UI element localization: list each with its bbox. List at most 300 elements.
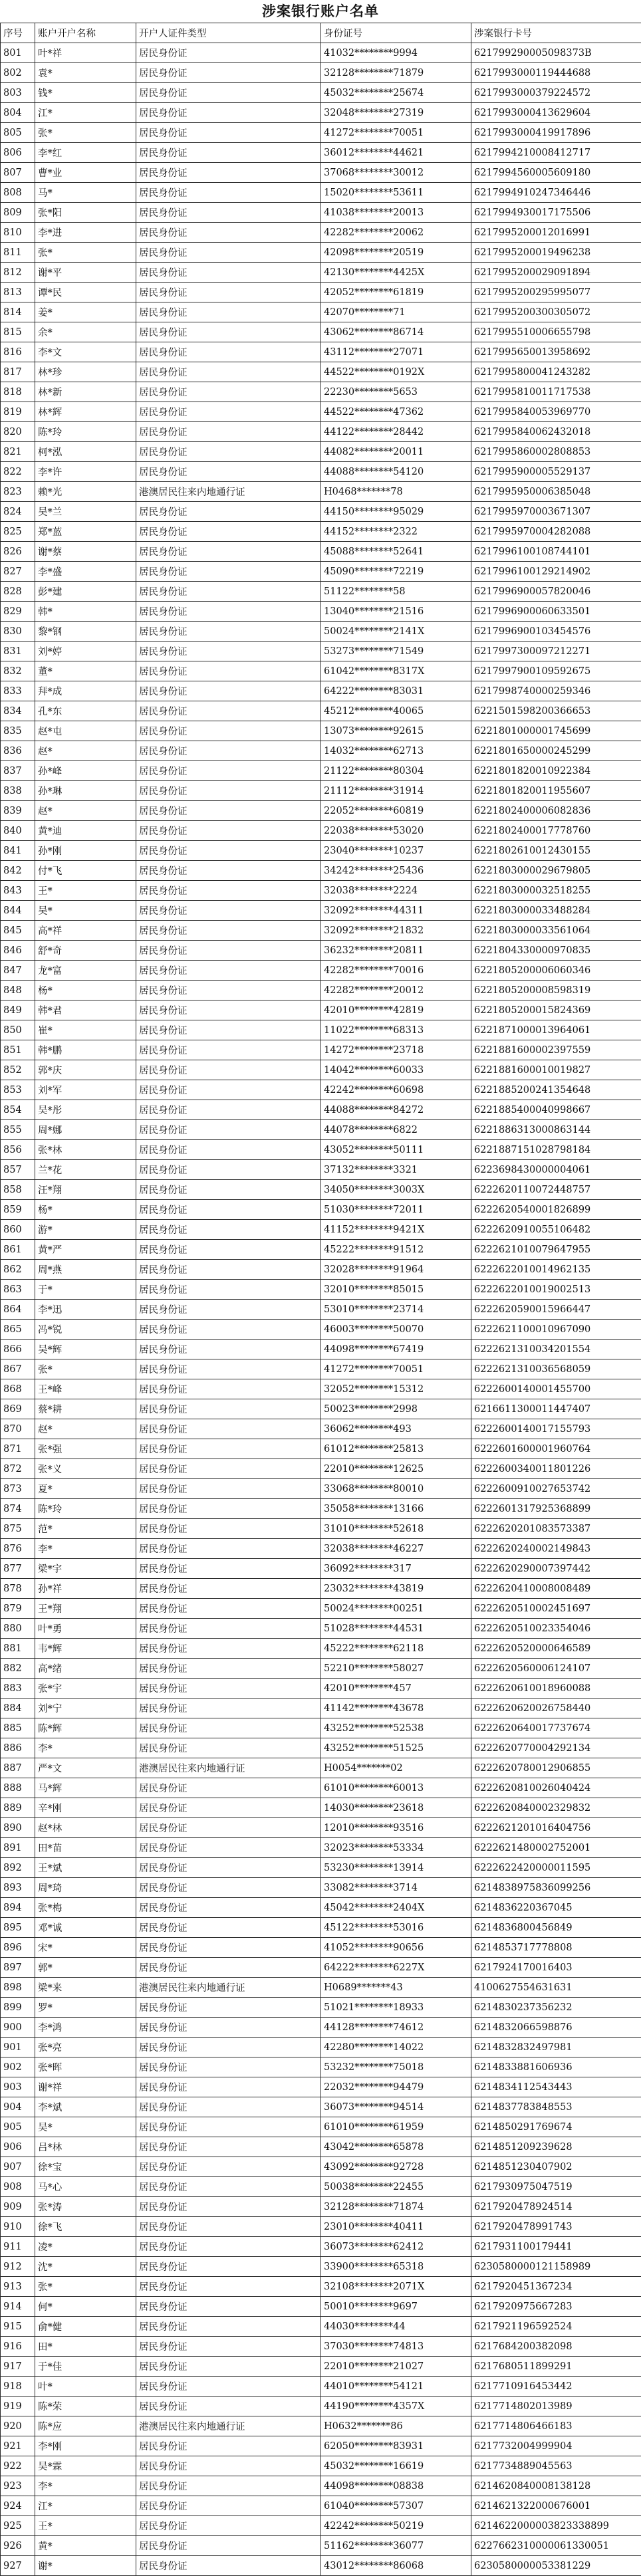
cell-card-number: 6217995840062432018 [471, 422, 641, 442]
cell-account-name: 梁*来 [35, 1978, 136, 1998]
cell-id-number: 50010********9697 [321, 2297, 471, 2317]
table-row [1, 1559, 641, 1579]
cell-seq: 855 [1, 1120, 35, 1140]
cell-seq: 827 [1, 562, 35, 582]
cell-seq: 900 [1, 2018, 35, 2038]
cell-id-number: 42052********61819 [321, 283, 471, 302]
cell-id-number: 35058********13166 [321, 1499, 471, 1519]
table-row [1, 1320, 641, 1340]
cell-card-number: 6222621201016404756 [471, 1818, 641, 1838]
table-row [1, 183, 641, 203]
cell-id-number: 32010********85015 [321, 1280, 471, 1300]
cell-id-number: 22032********94479 [321, 2077, 471, 2097]
table-row [1, 203, 641, 223]
cell-id-number: 45032********25674 [321, 83, 471, 103]
cell-account-name: 曹*业 [35, 163, 136, 183]
cell-card-number: 6214833881606936 [471, 2057, 641, 2077]
cell-id-number: 61012********25813 [321, 1439, 471, 1459]
cell-account-name: 吴* [35, 901, 136, 921]
cell-seq: 879 [1, 1599, 35, 1619]
cell-account-name: 孙*刚 [35, 841, 136, 861]
cell-seq: 809 [1, 203, 35, 223]
cell-seq: 866 [1, 1340, 35, 1359]
cell-card-number: 6217995970004282088 [471, 522, 641, 542]
table-row [1, 2057, 641, 2077]
cell-account-name: 陈*玲 [35, 1499, 136, 1519]
cell-seq: 907 [1, 2157, 35, 2177]
table-row [1, 1100, 641, 1120]
cell-id-type: 居民身份证 [136, 1878, 321, 1898]
cell-id-type: 居民身份证 [136, 2018, 321, 2038]
cell-card-number: 6214620840008138128 [471, 2476, 641, 2496]
cell-account-name: 凌* [35, 2237, 136, 2257]
cell-seq: 815 [1, 322, 35, 342]
cell-seq: 862 [1, 1260, 35, 1280]
cell-id-number: 32038********2224 [321, 881, 471, 901]
cell-seq: 893 [1, 1878, 35, 1898]
cell-seq: 884 [1, 1698, 35, 1718]
cell-id-type: 居民身份证 [136, 2516, 321, 2536]
cell-card-number: 6214851230407902 [471, 2157, 641, 2177]
cell-card-number: 6217995510006655798 [471, 322, 641, 342]
cell-card-number: 6217920975667283 [471, 2297, 641, 2317]
cell-id-type: 居民身份证 [136, 2297, 321, 2317]
cell-card-number: 6217994560005609180 [471, 163, 641, 183]
cell-id-type: 居民身份证 [136, 1679, 321, 1698]
cell-account-name: 周*燕 [35, 1260, 136, 1280]
cell-id-type: 居民身份证 [136, 1499, 321, 1519]
cell-seq: 844 [1, 901, 35, 921]
cell-account-name: 龙*富 [35, 961, 136, 981]
cell-seq: 901 [1, 2038, 35, 2057]
cell-account-name: 韩* [35, 602, 136, 622]
table-row [1, 1898, 641, 1918]
cell-card-number: 6222620590015966447 [471, 1300, 641, 1320]
cell-id-number: 22010********12625 [321, 1459, 471, 1479]
cell-id-type: 居民身份证 [136, 2137, 321, 2157]
cell-seq: 817 [1, 362, 35, 382]
cell-seq: 840 [1, 821, 35, 841]
cell-account-name: 徐*飞 [35, 2217, 136, 2237]
cell-card-number: 6222620110072448757 [471, 1180, 641, 1200]
table-row [1, 1000, 641, 1020]
cell-card-number: 6217995970003671307 [471, 502, 641, 522]
cell-id-number: 32108********2071X [321, 2277, 471, 2297]
cell-account-name: 张* [35, 123, 136, 143]
table-row [1, 2297, 641, 2317]
cell-id-number: 41032********9994 [321, 43, 471, 63]
table-row [1, 1758, 641, 1778]
cell-id-number: 14032********62713 [321, 741, 471, 761]
cell-id-number: 53230********13914 [321, 1858, 471, 1878]
cell-id-number: 45090********72219 [321, 562, 471, 582]
cell-account-name: 高*祥 [35, 921, 136, 941]
cell-seq: 825 [1, 522, 35, 542]
table-row [1, 1080, 641, 1100]
cell-card-number: 6221885400040998667 [471, 1100, 641, 1120]
cell-seq: 802 [1, 63, 35, 83]
cell-card-number: 6217995800041243282 [471, 362, 641, 382]
cell-account-name: 谢*蔡 [35, 542, 136, 562]
cell-card-number: 6222620620026758440 [471, 1698, 641, 1718]
table-row [1, 342, 641, 362]
table-row [1, 821, 641, 841]
table-row [1, 761, 641, 781]
cell-account-name: 韩*鹏 [35, 1040, 136, 1060]
cell-account-name: 田* [35, 2337, 136, 2357]
cell-account-name: 郑*蓝 [35, 522, 136, 542]
table-row [1, 2476, 641, 2496]
cell-id-number: 45042********2404X [321, 1898, 471, 1918]
cell-card-number: 6217995200300305072 [471, 302, 641, 322]
cell-seq: 843 [1, 881, 35, 901]
cell-id-number: 51028********44531 [321, 1619, 471, 1639]
cell-id-number: 32128********71879 [321, 63, 471, 83]
table-row [1, 2277, 641, 2297]
cell-account-name: 吴*兰 [35, 502, 136, 522]
cell-seq: 836 [1, 741, 35, 761]
cell-seq: 909 [1, 2197, 35, 2217]
cell-account-name: 崔* [35, 1020, 136, 1040]
cell-id-number: 11022********68313 [321, 1020, 471, 1040]
cell-id-number: 32048********27319 [321, 103, 471, 123]
account-list-table [0, 23, 641, 2576]
cell-id-type: 居民身份证 [136, 1938, 321, 1958]
cell-id-type: 居民身份证 [136, 422, 321, 442]
cell-id-number: 64222********83031 [321, 681, 471, 701]
cell-id-type: 居民身份证 [136, 1559, 321, 1579]
cell-id-number: 37030********74813 [321, 2337, 471, 2357]
cell-id-type: 居民身份证 [136, 2257, 321, 2277]
cell-seq: 830 [1, 622, 35, 642]
cell-id-type: 居民身份证 [136, 1359, 321, 1379]
cell-card-number: 6222622010019002513 [471, 1280, 641, 1300]
cell-id-number: 44088********84272 [321, 1100, 471, 1120]
table-row [1, 2357, 641, 2377]
cell-seq: 864 [1, 1300, 35, 1320]
table-row [1, 2397, 641, 2416]
cell-id-type: 居民身份证 [136, 442, 321, 462]
cell-id-number: 22230********5653 [321, 382, 471, 402]
table-row [1, 1359, 641, 1379]
cell-seq: 812 [1, 263, 35, 283]
cell-id-type: 居民身份证 [136, 1160, 321, 1180]
cell-id-type: 居民身份证 [136, 761, 321, 781]
cell-id-number: 13040********21516 [321, 602, 471, 622]
table-row [1, 502, 641, 522]
cell-id-type: 居民身份证 [136, 223, 321, 243]
cell-id-number: 36073********62412 [321, 2237, 471, 2257]
table-row [1, 1679, 641, 1698]
cell-id-number: 14030********23618 [321, 1798, 471, 1818]
cell-id-type: 居民身份证 [136, 2377, 321, 2397]
cell-seq: 861 [1, 1240, 35, 1260]
cell-card-number: 6222622420000011595 [471, 1858, 641, 1878]
cell-id-number: 44078********6822 [321, 1120, 471, 1140]
cell-card-number: 6217995840053969770 [471, 402, 641, 422]
cell-account-name: 彭*建 [35, 582, 136, 602]
cell-card-number: 6217996100129214902 [471, 562, 641, 582]
table-row [1, 1579, 641, 1599]
cell-id-number: 37068********30012 [321, 163, 471, 183]
cell-card-number: 6221885200241354648 [471, 1080, 641, 1100]
table-row [1, 801, 641, 821]
cell-id-number: 32052********15312 [321, 1379, 471, 1399]
cell-id-type: 居民身份证 [136, 1180, 321, 1200]
cell-id-type: 居民身份证 [136, 1000, 321, 1020]
table-row [1, 2117, 641, 2137]
cell-account-name: 吕*林 [35, 2137, 136, 2157]
cell-card-number: 6217734889045563 [471, 2456, 641, 2476]
cell-id-number: 61010********61959 [321, 2117, 471, 2137]
cell-card-number: 6217924170016403 [471, 1958, 641, 1978]
cell-id-type: 居民身份证 [136, 63, 321, 83]
table-row [1, 1639, 641, 1659]
cell-seq: 908 [1, 2177, 35, 2197]
table-row [1, 1240, 641, 1260]
table-row [1, 462, 641, 482]
cell-account-name: 李*进 [35, 223, 136, 243]
cell-card-number: 6221805200015824369 [471, 1000, 641, 1020]
cell-account-name: 赵* [35, 801, 136, 821]
cell-seq: 917 [1, 2357, 35, 2377]
cell-seq: 847 [1, 961, 35, 981]
cell-account-name: 游* [35, 1220, 136, 1240]
table-row [1, 701, 641, 721]
table-row [1, 582, 641, 602]
table-row [1, 542, 641, 562]
cell-card-number: 6214837783848553 [471, 2097, 641, 2117]
cell-seq: 914 [1, 2297, 35, 2317]
cell-id-type: 居民身份证 [136, 302, 321, 322]
cell-seq: 911 [1, 2237, 35, 2257]
cell-account-name: 余* [35, 322, 136, 342]
cell-account-name: 姜* [35, 302, 136, 322]
table-row [1, 2018, 641, 2038]
cell-id-number: 43252********51525 [321, 1738, 471, 1758]
cell-account-name: 孙*峰 [35, 761, 136, 781]
document-title: 涉案银行账户名单 [0, 0, 641, 23]
cell-seq: 816 [1, 342, 35, 362]
cell-id-type: 居民身份证 [136, 1778, 321, 1798]
cell-id-type: 居民身份证 [136, 522, 321, 542]
cell-seq: 899 [1, 1998, 35, 2018]
cell-id-type: 居民身份证 [136, 881, 321, 901]
cell-id-type: 居民身份证 [136, 2476, 321, 2496]
cell-id-type: 居民身份证 [136, 582, 321, 602]
cell-id-number: 50024********2141X [321, 622, 471, 642]
cell-card-number: 6222620840002329832 [471, 1798, 641, 1818]
cell-seq: 880 [1, 1619, 35, 1639]
cell-account-name: 叶*勇 [35, 1619, 136, 1639]
cell-card-number: 6222620780012906855 [471, 1758, 641, 1778]
cell-card-number: 6222620540001826899 [471, 1200, 641, 1220]
cell-card-number: 6227662310000061330051 [471, 2536, 641, 2556]
cell-account-name: 周*娜 [35, 1120, 136, 1140]
cell-account-name: 陈*荣 [35, 2397, 136, 2416]
cell-id-type: 居民身份证 [136, 961, 321, 981]
cell-id-type: 居民身份证 [136, 2057, 321, 2077]
cell-id-number: 14042********60033 [321, 1060, 471, 1080]
cell-id-type: 居民身份证 [136, 1200, 321, 1220]
cell-seq: 913 [1, 2277, 35, 2297]
cell-id-number: H0054*******02 [321, 1758, 471, 1778]
cell-card-number: 6214850291769674 [471, 2117, 641, 2137]
cell-account-name: 马*辉 [35, 1778, 136, 1798]
cell-account-name: 陈*辉 [35, 1718, 136, 1738]
table-row [1, 1838, 641, 1858]
cell-id-number: 61040********57307 [321, 2496, 471, 2516]
cell-seq: 852 [1, 1060, 35, 1080]
cell-id-type: 居民身份证 [136, 622, 321, 642]
cell-seq: 811 [1, 243, 35, 263]
cell-account-name: 吴*辉 [35, 1340, 136, 1359]
cell-id-number: 31010********52618 [321, 1519, 471, 1539]
cell-id-number: 41272********70051 [321, 123, 471, 143]
cell-id-number: 23010********40411 [321, 2217, 471, 2237]
cell-card-number: 6217995200029091894 [471, 263, 641, 283]
cell-seq: 814 [1, 302, 35, 322]
cell-account-name: 兰*花 [35, 1160, 136, 1180]
cell-account-name: 高*绪 [35, 1659, 136, 1679]
cell-id-number: 42242********60698 [321, 1080, 471, 1100]
cell-card-number: 6217921196592524 [471, 2317, 641, 2337]
cell-account-name: 刘*宁 [35, 1698, 136, 1718]
cell-card-number: 6221887151028798184 [471, 1140, 641, 1160]
cell-card-number: 6222620640017737674 [471, 1718, 641, 1738]
cell-card-number: 6222600140017155793 [471, 1419, 641, 1439]
table-row [1, 2197, 641, 2217]
cell-card-number: 6221501598200366653 [471, 701, 641, 721]
cell-card-number: 6217993000119444688 [471, 63, 641, 83]
table-row [1, 322, 641, 342]
cell-seq: 845 [1, 921, 35, 941]
cell-id-type: 港澳居民往来内地通行证 [136, 1758, 321, 1778]
cell-card-number: 6221805200008598319 [471, 981, 641, 1000]
cell-seq: 858 [1, 1180, 35, 1200]
table-row [1, 2556, 641, 2576]
cell-id-type: 居民身份证 [136, 1340, 321, 1359]
cell-card-number: 6214838975836099256 [471, 1878, 641, 1898]
table-row [1, 661, 641, 681]
cell-id-number: 42010********457 [321, 1679, 471, 1698]
cell-id-number: 41052********90656 [321, 1938, 471, 1958]
cell-id-number: 41272********70051 [321, 1359, 471, 1379]
cell-account-name: 谢*平 [35, 263, 136, 283]
cell-id-number: 45088********52641 [321, 542, 471, 562]
cell-id-type: 居民身份证 [136, 1260, 321, 1280]
cell-id-type: 居民身份证 [136, 2456, 321, 2476]
cell-seq: 896 [1, 1938, 35, 1958]
cell-account-name: 周*琦 [35, 1878, 136, 1898]
cell-account-name: 韦*辉 [35, 1639, 136, 1659]
cell-card-number: 6217714806466183 [471, 2416, 641, 2436]
cell-id-number: 22010********21027 [321, 2357, 471, 2377]
cell-account-name: 田*苗 [35, 1838, 136, 1858]
table-row [1, 1938, 641, 1958]
cell-id-type: 居民身份证 [136, 1399, 321, 1419]
cell-seq: 912 [1, 2257, 35, 2277]
cell-id-number: 45222********62118 [321, 1639, 471, 1659]
cell-id-type: 居民身份证 [136, 1958, 321, 1978]
table-row [1, 123, 641, 143]
table-row [1, 1200, 641, 1220]
cell-id-number: 33068********80010 [321, 1479, 471, 1499]
table-row [1, 1738, 641, 1758]
cell-card-number: 6214853717778808 [471, 1938, 641, 1958]
cell-account-name: 梁*宇 [35, 1559, 136, 1579]
table-row [1, 362, 641, 382]
cell-seq: 924 [1, 2496, 35, 2516]
cell-id-type: 港澳居民往来内地通行证 [136, 1978, 321, 1998]
cell-account-name: 韩*君 [35, 1000, 136, 1020]
cell-card-number: 6222621310034201554 [471, 1340, 641, 1359]
cell-id-type: 居民身份证 [136, 402, 321, 422]
cell-id-type: 居民身份证 [136, 1459, 321, 1479]
cell-card-number: 6221801820010922384 [471, 761, 641, 781]
cell-account-name: 辛*刚 [35, 1798, 136, 1818]
cell-account-name: 江* [35, 103, 136, 123]
cell-seq: 904 [1, 2097, 35, 2117]
cell-card-number: 6222621310036568059 [471, 1359, 641, 1379]
cell-id-number: 15020********53611 [321, 183, 471, 203]
cell-card-number: 6221803000029679805 [471, 861, 641, 881]
cell-id-type: 居民身份证 [136, 2197, 321, 2217]
cell-seq: 828 [1, 582, 35, 602]
cell-seq: 875 [1, 1519, 35, 1539]
table-row [1, 422, 641, 442]
cell-id-type: 港澳居民往来内地通行证 [136, 2416, 321, 2436]
table-header-row [1, 23, 641, 43]
cell-card-number: 6217996900103454576 [471, 622, 641, 642]
cell-seq: 838 [1, 781, 35, 801]
table-row [1, 1858, 641, 1878]
cell-card-number: 6221803000033488284 [471, 901, 641, 921]
cell-account-name: 李*刚 [35, 2436, 136, 2456]
table-row [1, 1998, 641, 2018]
table-row [1, 1140, 641, 1160]
cell-id-type: 居民身份证 [136, 2337, 321, 2357]
cell-seq: 910 [1, 2217, 35, 2237]
cell-card-number: 6222621010079647955 [471, 1240, 641, 1260]
cell-id-type: 居民身份证 [136, 1240, 321, 1260]
cell-card-number: 6222600340011801226 [471, 1459, 641, 1479]
cell-card-number: 6222620910055106482 [471, 1220, 641, 1240]
cell-seq: 805 [1, 123, 35, 143]
table-row [1, 1280, 641, 1300]
cell-account-name: 林*珍 [35, 362, 136, 382]
cell-card-number: 6217994910247346446 [471, 183, 641, 203]
cell-id-type: 居民身份证 [136, 123, 321, 143]
cell-account-name: 王*峰 [35, 1379, 136, 1399]
cell-id-type: 居民身份证 [136, 1479, 321, 1499]
cell-account-name: 黎*钢 [35, 622, 136, 642]
cell-seq: 806 [1, 143, 35, 163]
table-row [1, 562, 641, 582]
cell-id-type: 居民身份证 [136, 2038, 321, 2057]
cell-id-type: 居民身份证 [136, 1659, 321, 1679]
cell-id-number: 62050********83931 [321, 2436, 471, 2456]
cell-id-type: 居民身份证 [136, 1838, 321, 1858]
cell-account-name: 张* [35, 243, 136, 263]
cell-seq: 892 [1, 1858, 35, 1878]
cell-account-name: 李*许 [35, 462, 136, 482]
cell-seq: 834 [1, 701, 35, 721]
cell-card-number: 6221881600002397559 [471, 1040, 641, 1060]
cell-seq: 925 [1, 2516, 35, 2536]
cell-account-name: 赵*屯 [35, 721, 136, 741]
table-row [1, 482, 641, 502]
